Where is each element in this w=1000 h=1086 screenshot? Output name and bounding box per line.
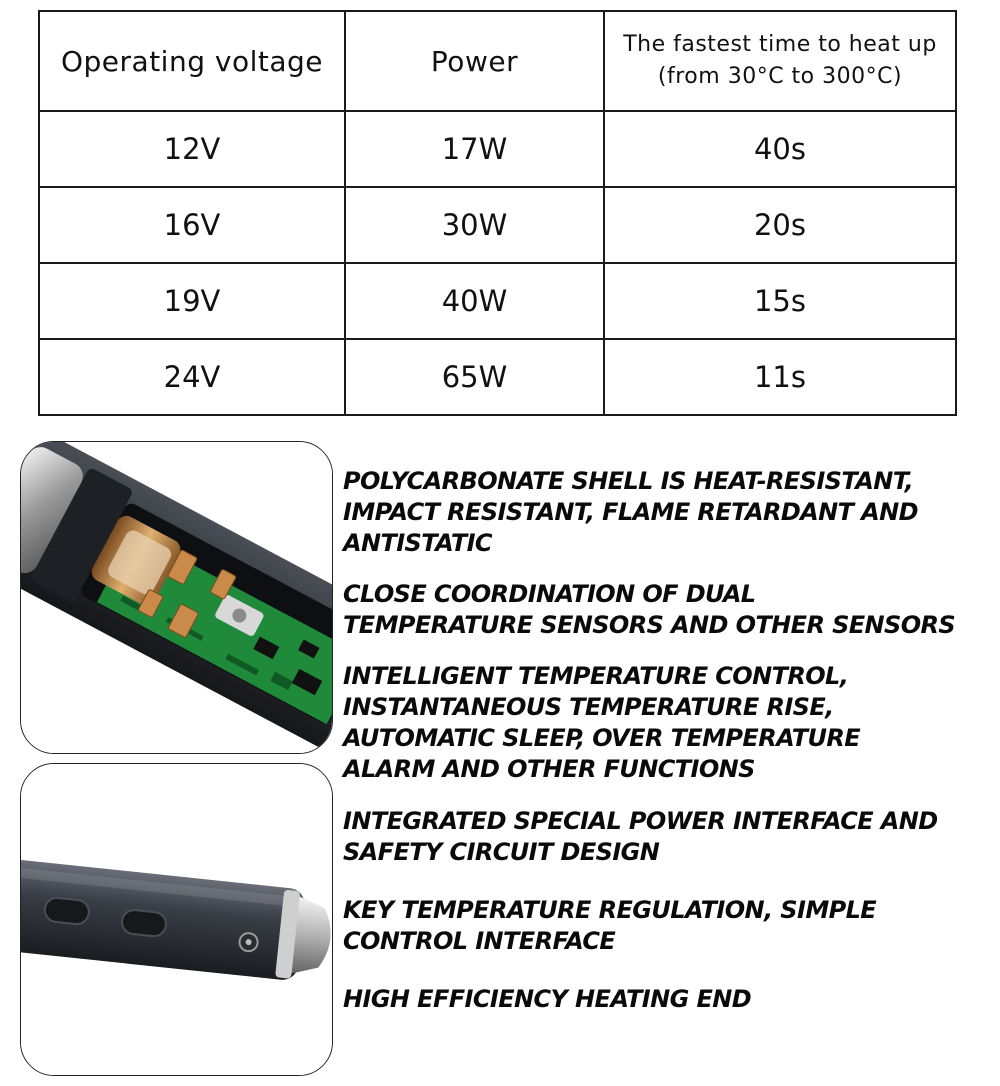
feature-line: IMPACT RESISTANT, FLAME RETARDANT AND — [343, 498, 918, 526]
cell-heat-time: 15s — [604, 263, 956, 339]
spec-table — [38, 10, 957, 416]
feature-heating-end — [343, 984, 751, 1015]
feature-line: INTEGRATED SPECIAL POWER INTERFACE AND — [343, 807, 938, 835]
feature-line: AUTOMATIC SLEEP, OVER TEMPERATURE — [343, 724, 861, 752]
header-operating-voltage: Operating voltage — [39, 11, 345, 111]
header-heat-up-time-line1: The fastest time to heat up — [623, 32, 937, 57]
table-row — [39, 263, 956, 339]
cell-voltage: 24V — [39, 339, 345, 415]
cell-power: 40W — [345, 263, 604, 339]
cell-heat-time: 20s — [604, 187, 956, 263]
feature-dual-sensors — [343, 579, 955, 641]
feature-line: INSTANTANEOUS TEMPERATURE RISE, — [343, 693, 834, 721]
cell-voltage: 16V — [39, 187, 345, 263]
feature-line: TEMPERATURE SENSORS AND OTHER SENSORS — [343, 611, 956, 639]
cell-voltage: 12V — [39, 111, 345, 187]
feature-intelligent-control — [343, 661, 860, 785]
pcb-closeup-image — [20, 441, 333, 754]
table-row — [39, 111, 956, 187]
header-heat-up-time — [604, 11, 956, 111]
pcb-illustration — [21, 442, 332, 753]
cell-power: 17W — [345, 111, 604, 187]
handle-illustration — [21, 764, 332, 1075]
cell-heat-time: 40s — [604, 111, 956, 187]
table-row — [39, 339, 956, 415]
feature-polycarbonate-shell — [343, 466, 918, 559]
cell-power: 30W — [345, 187, 604, 263]
cell-heat-time: 11s — [604, 339, 956, 415]
feature-line: INTELLIGENT TEMPERATURE CONTROL, — [343, 662, 849, 690]
feature-line: HIGH EFFICIENCY HEATING END — [343, 985, 752, 1013]
feature-line: ALARM AND OTHER FUNCTIONS — [343, 755, 755, 783]
table-header-row — [39, 11, 956, 111]
feature-line: KEY TEMPERATURE REGULATION, SIMPLE — [343, 896, 877, 924]
header-heat-up-time-line2: (from 30°C to 300°C) — [657, 64, 903, 89]
table-row — [39, 187, 956, 263]
feature-power-interface — [343, 806, 938, 868]
feature-line: ANTISTATIC — [343, 529, 492, 557]
handle-exterior-image — [20, 763, 333, 1076]
cell-power: 65W — [345, 339, 604, 415]
feature-line: SAFETY CIRCUIT DESIGN — [343, 838, 660, 866]
header-power: Power — [345, 11, 604, 111]
feature-line: CONTROL INTERFACE — [343, 927, 616, 955]
feature-line: POLYCARBONATE SHELL IS HEAT-RESISTANT, — [343, 467, 914, 495]
feature-line: CLOSE COORDINATION OF DUAL — [343, 580, 756, 608]
cell-voltage: 19V — [39, 263, 345, 339]
feature-key-regulation — [343, 895, 876, 957]
